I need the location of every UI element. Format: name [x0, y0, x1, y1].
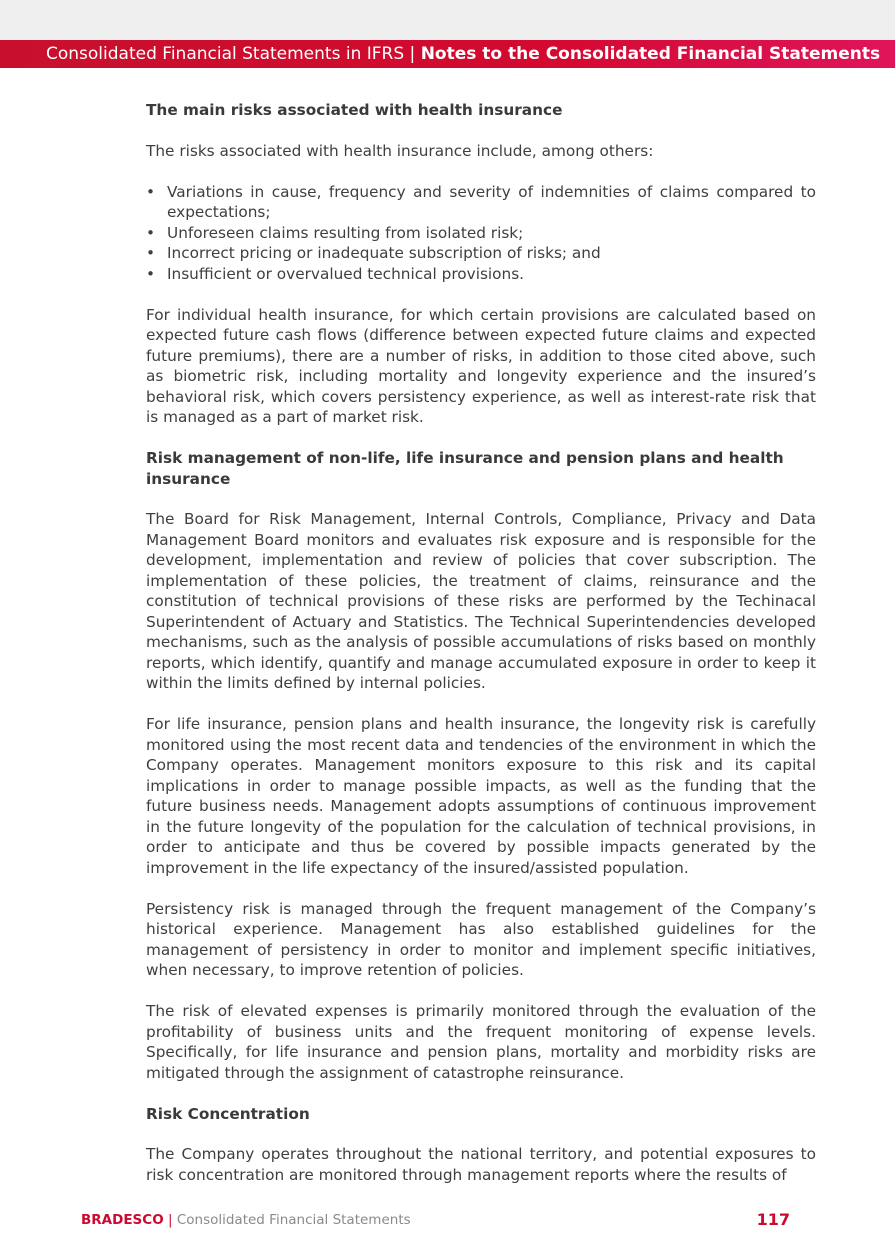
- bullet-icon: •: [146, 223, 156, 242]
- list-item: [146, 182, 816, 223]
- footer-brand: BRADESCO: [81, 1212, 164, 1228]
- bullet-icon: •: [146, 264, 156, 283]
- list-item: [146, 264, 816, 285]
- header-title-bold: Notes to the Consolidated Financial Statements: [420, 44, 881, 64]
- paragraph-expense-risk: The risk of elevated expenses is primarily monitored through the evaluation of the profitability of business units and the frequent monitoring of expense levels. Specifically, for life insurance and pension plans, mortality and morbidity risks are mitigated through the assignment of catastrophe reinsurance.: [146, 1002, 816, 1082]
- paragraph-longevity-risk: For life insurance, pension plans and health insurance, the longevity risk is carefully monitored using the most recent data and tendencies of the environment in which the Company operates. Management monitors exposure to this risk and its capital implications in order to manage possible impacts, as well as the funding that the future business needs. Management adopts assumptions of continuous improvement in the future longevity of the population for the calculation of technical provisions, in order to anticipate and thus be covered by possible impacts generated by the improvement in the life expectancy of the insured/assisted population.: [146, 715, 816, 877]
- bullet-icon: •: [146, 244, 156, 262]
- page-number: 117: [756, 1210, 790, 1229]
- paragraph-risk-concentration: The Company operates throughout the national territory, and potential exposures to risk concentration are monitored through management reports where the results of: [146, 1145, 816, 1184]
- list-item-text: Incorrect pricing or inadequate subscription of risks; and: [167, 244, 601, 262]
- section-heading-health-risks: The main risks associated with health insurance: [146, 101, 563, 119]
- header-separator: |: [409, 44, 416, 64]
- list-item-text: Unforeseen claims resulting from isolated risk;: [167, 223, 524, 242]
- page-content: [146, 100, 816, 1206]
- paragraph-board-risk: The Board for Risk Management, Internal Controls, Compliance, Privacy and Data Management Board monitors and evaluates risk exposure and is responsible for the development, implementation and review of policies that cover subscription. The implementation of these policies, the treatment of claims, reinsurance and the constitution of technical provisions of these risks are performed by the Techinacal Superintendent of Actuary and Statistics. The Technical Superintendencies developed mechanisms, such as the analysis of possible accumulations of risks based on monthly reports, which identify, quantify and manage accumulated exposure in order to keep it within the limits defined by internal policies.: [146, 510, 816, 692]
- top-margin-band: [0, 0, 895, 40]
- list-item: [146, 243, 816, 264]
- paragraph-health-intro: The risks associated with health insurance include, among others:: [146, 141, 654, 160]
- header-bar: [0, 40, 895, 68]
- page-footer: [81, 1209, 801, 1231]
- list-item-text: Insufficient or overvalued technical provisions.: [167, 264, 525, 283]
- footer-separator: |: [167, 1212, 173, 1228]
- header-title: [46, 40, 880, 68]
- paragraph-persistency-risk: Persistency risk is managed through the frequent management of the Company’s historical experience. Management has also established guidelines for the management of persistency in order to monitor and implement specific initiatives, when necessary, to improve retention of policies.: [146, 899, 816, 979]
- bullet-icon: •: [146, 182, 156, 201]
- header-title-regular: Consolidated Financial Statements in IFRS: [46, 44, 405, 64]
- list-item: [146, 223, 816, 244]
- health-risks-list: [146, 182, 816, 285]
- paragraph-individual-health: For individual health insurance, for which certain provisions are calculated based on expected future cash flows (difference between expected future claims and expected future premiums), there are a number of risks, in addition to those cited above, such as biometric risk, including mortality and longevity experience and the insured’s behavioral risk, which covers persistency experience, as well as interest-rate risk that is managed as a part of market risk.: [146, 305, 816, 426]
- footer-document-title: Consolidated Financial Statements: [176, 1212, 411, 1228]
- section-heading-risk-concentration: Risk Concentration: [146, 1104, 310, 1123]
- section-heading-risk-management: Risk management of non-life, life insurance and pension plans and health insurance: [146, 449, 784, 488]
- list-item-text: Variations in cause, frequency and severity of indemnities of claims compared to expectations;: [167, 182, 816, 221]
